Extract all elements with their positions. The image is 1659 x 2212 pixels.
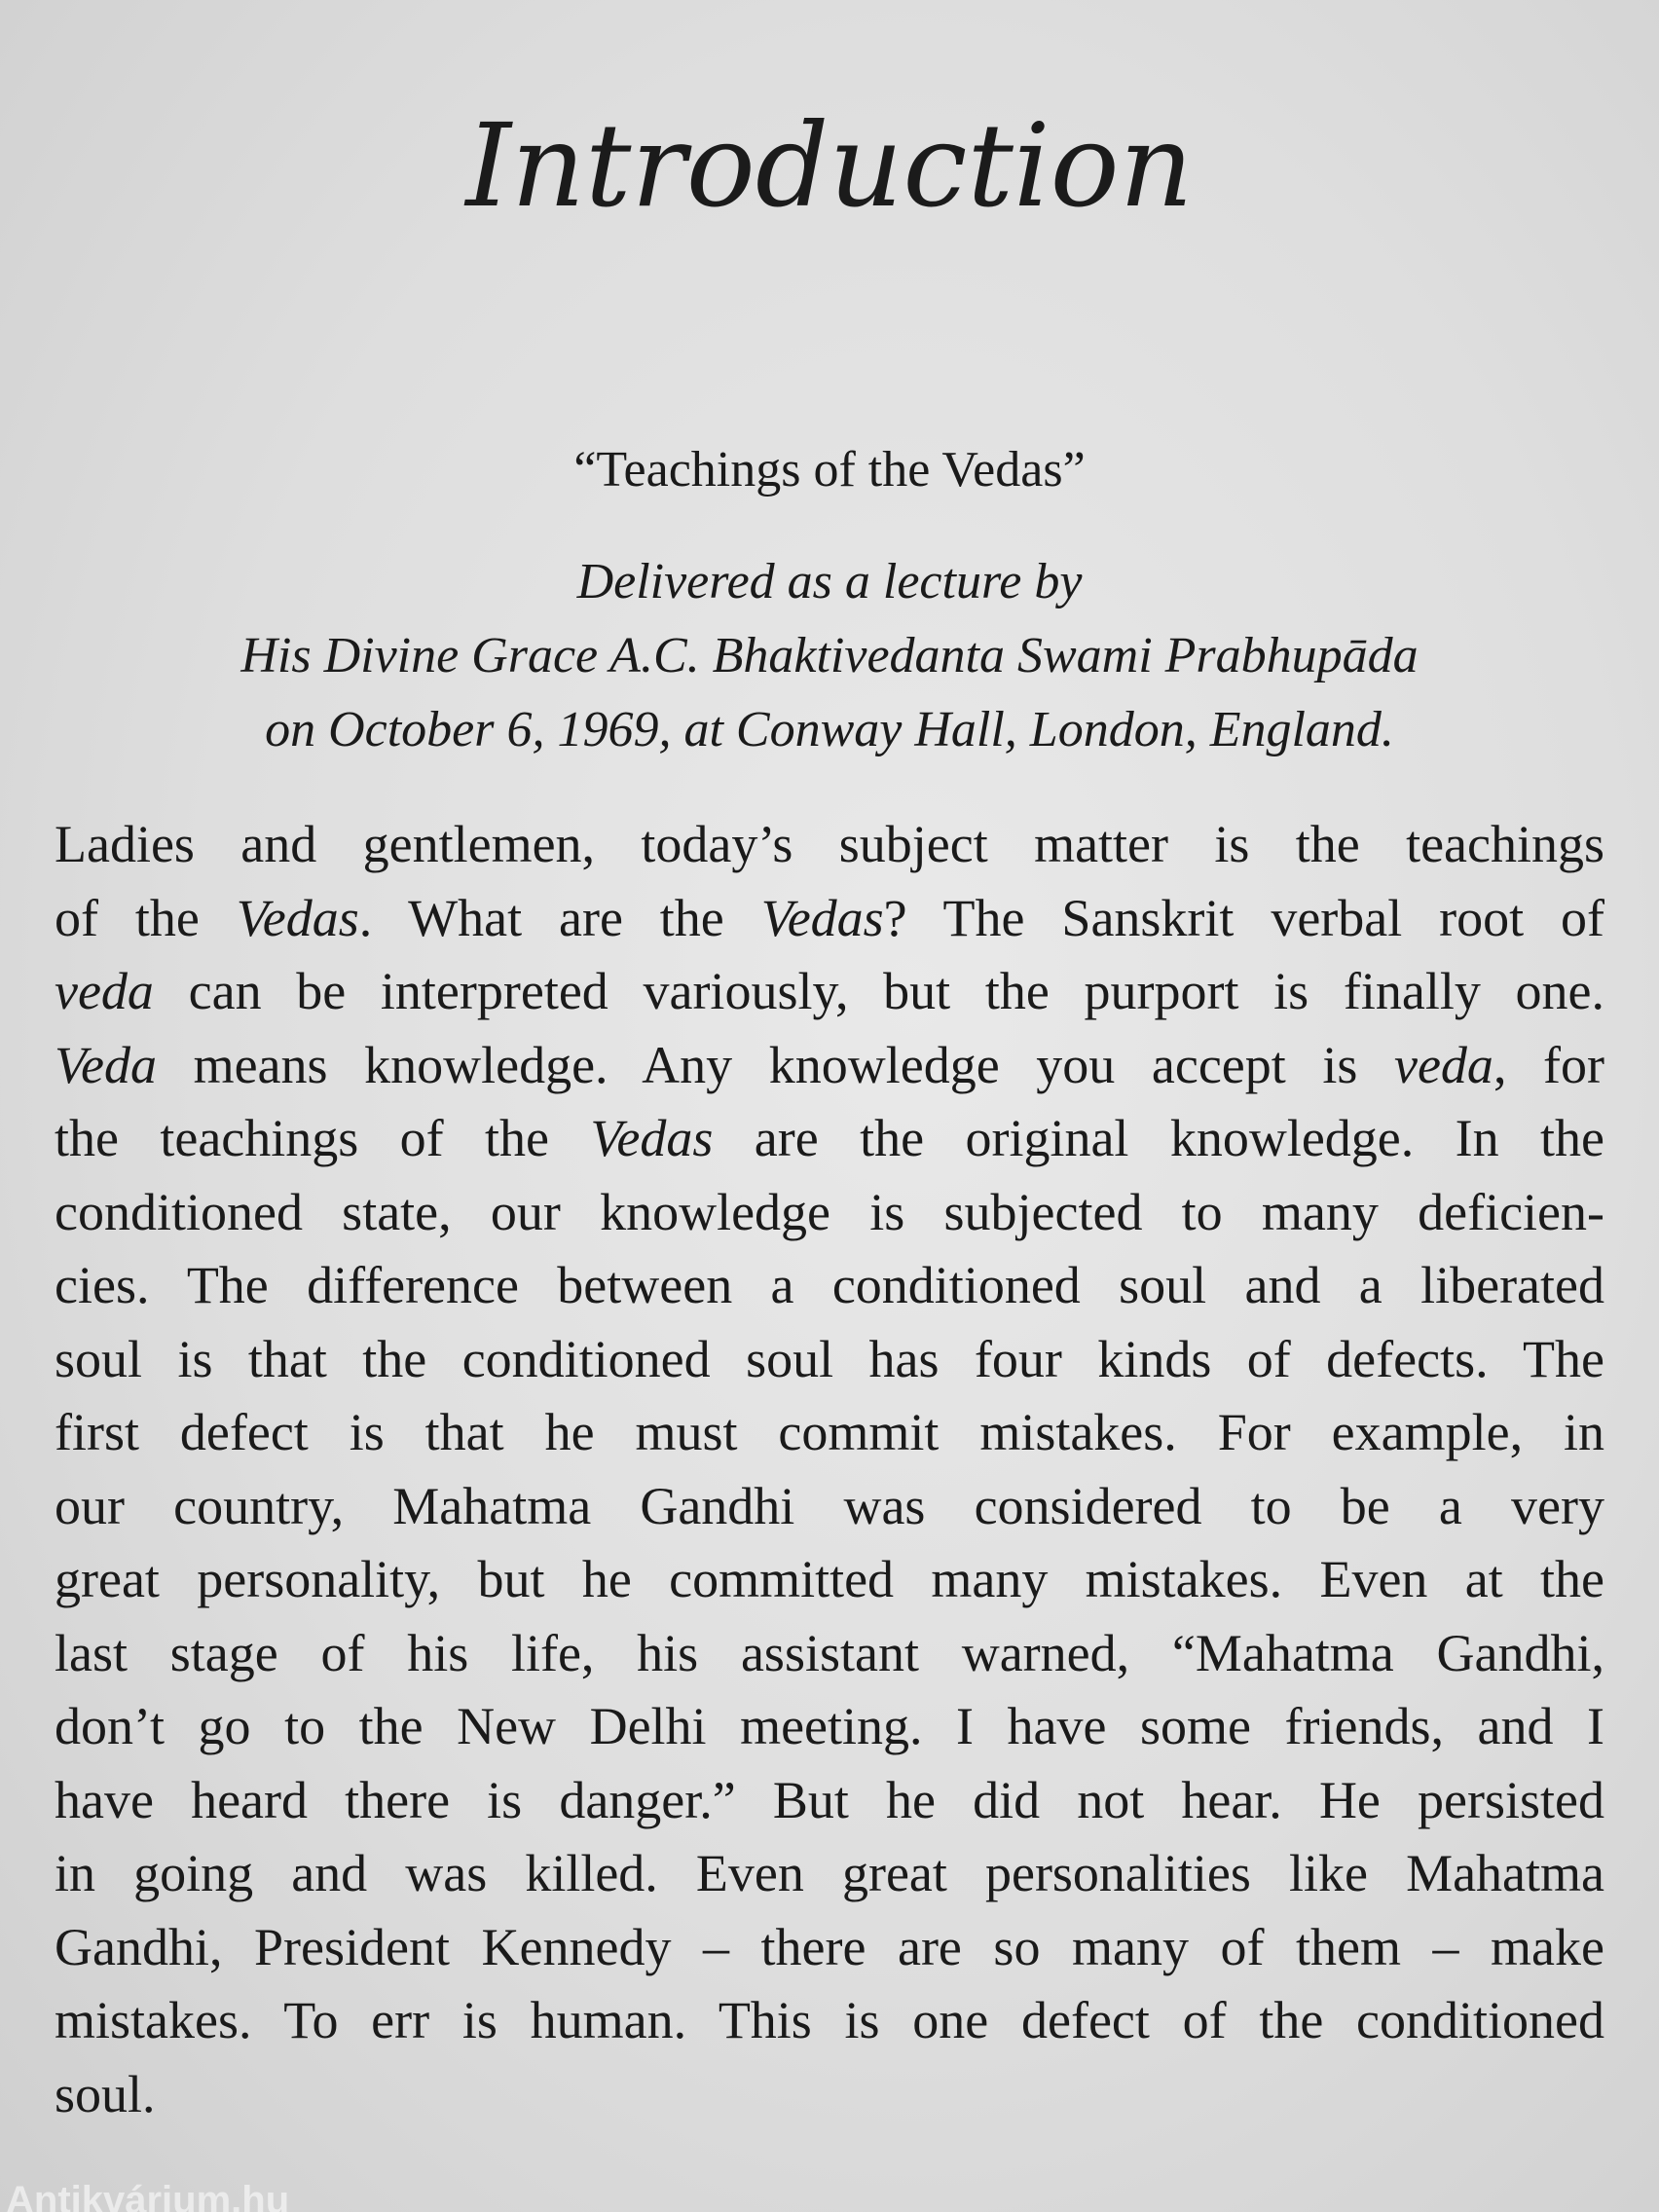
body-line bbox=[55, 1029, 1604, 1103]
italic-term: Vedas bbox=[590, 1109, 714, 1167]
text-run: of the bbox=[55, 888, 237, 947]
body-line bbox=[55, 1102, 1604, 1176]
body-line bbox=[55, 1984, 1604, 2058]
body-line bbox=[55, 955, 1604, 1029]
text-run: Ladies and gentlemen, today’s subject matter is the teachings bbox=[55, 815, 1604, 873]
body-line bbox=[55, 1543, 1604, 1617]
body-line bbox=[55, 808, 1604, 882]
italic-term: Vedas bbox=[236, 888, 359, 947]
body-line bbox=[55, 1617, 1604, 1691]
text-run: in going and was killed. Even great personalities like Mahatma bbox=[55, 1844, 1604, 1902]
text-run: soul. bbox=[55, 2064, 156, 2123]
body-line bbox=[55, 1249, 1604, 1323]
text-run: ? The Sanskrit verbal root of bbox=[883, 888, 1604, 947]
body-line bbox=[55, 882, 1604, 956]
text-run: are the original knowledge. In the bbox=[713, 1109, 1604, 1167]
body-line bbox=[55, 1176, 1604, 1250]
lecture-subtitle: “Teachings of the Vedas” bbox=[573, 442, 1086, 498]
text-run: mistakes. To err is human. This is one defect of the conditioned bbox=[55, 1991, 1604, 2049]
byline-line: Delivered as a lecture by bbox=[576, 554, 1083, 609]
watermark: Antikvárium.hu bbox=[6, 2179, 290, 2212]
text-run: conditioned state, our knowledge is subjected to many deficien- bbox=[55, 1182, 1604, 1241]
body-line bbox=[55, 1690, 1604, 1764]
text-run: our country, Mahatma Gandhi was considered to be a very bbox=[55, 1476, 1604, 1535]
lecture-byline bbox=[146, 545, 1513, 767]
chapter-title: Introduction bbox=[465, 98, 1194, 233]
body-paragraph bbox=[55, 808, 1604, 2131]
body-line bbox=[55, 1396, 1604, 1470]
byline-line: His Divine Grace A.C. Bhaktivedanta Swami Prabhupāda bbox=[240, 628, 1419, 683]
italic-term: veda bbox=[55, 962, 154, 1020]
body-line bbox=[55, 1837, 1604, 1911]
text-run: first defect is that he must commit mistakes. For example, in bbox=[55, 1403, 1604, 1461]
body-line bbox=[55, 1911, 1604, 1985]
text-run: don’t go to the New Delhi meeting. I have some friends, and I bbox=[55, 1697, 1604, 1755]
body-line bbox=[55, 1323, 1604, 1397]
text-run: last stage of his life, his assistant warned, “Mahatma Gandhi, bbox=[55, 1623, 1604, 1682]
text-run: can be interpreted variously, but the purport is finally one. bbox=[153, 962, 1604, 1020]
text-run: Gandhi, President Kennedy – there are so many of them – make bbox=[55, 1917, 1604, 1976]
text-run: the teachings of the bbox=[55, 1109, 591, 1167]
body-line bbox=[55, 1764, 1604, 1838]
italic-term: veda bbox=[1394, 1035, 1493, 1094]
text-run: means knowledge. Any knowledge you accept is bbox=[156, 1035, 1394, 1094]
text-run: great personality, but he committed many mistakes. Even at the bbox=[55, 1550, 1604, 1608]
body-line bbox=[55, 2058, 1604, 2132]
italic-term: Vedas bbox=[760, 888, 884, 947]
text-run: soul is that the conditioned soul has four kinds of defects. The bbox=[55, 1329, 1604, 1388]
italic-term: Veda bbox=[55, 1035, 157, 1094]
byline-line: on October 6, 1969, at Conway Hall, London, England. bbox=[265, 702, 1394, 757]
text-run: , for bbox=[1493, 1035, 1604, 1094]
text-run: have heard there is danger.” But he did not hear. He persisted bbox=[55, 1770, 1604, 1829]
body-line bbox=[55, 1470, 1604, 1544]
text-run: cies. The difference between a conditioned soul and a liberated bbox=[55, 1256, 1604, 1314]
text-run: . What are the bbox=[358, 888, 761, 947]
